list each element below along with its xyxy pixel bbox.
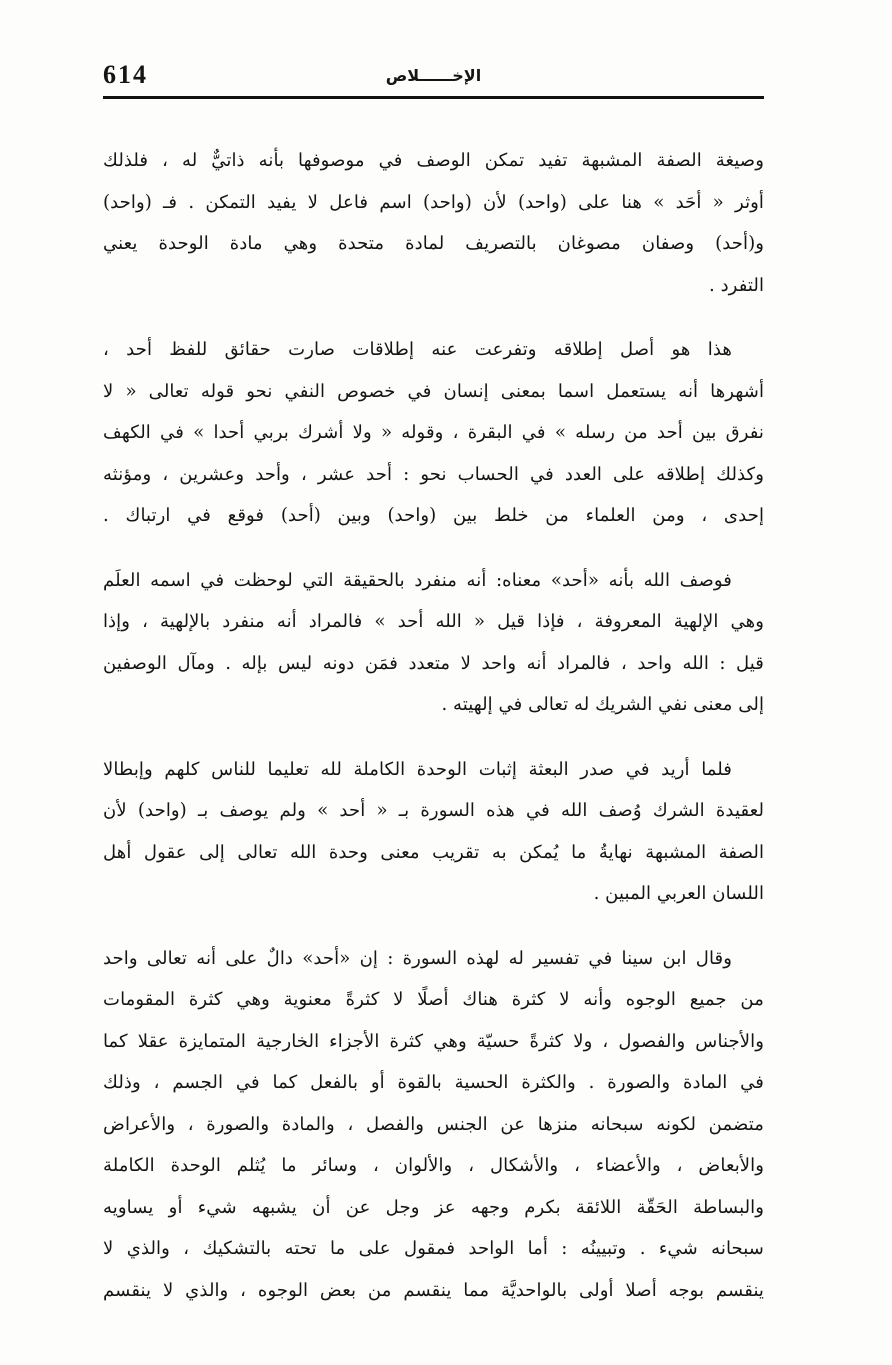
text-line: وصيغة الصفة المشبهة تفيد تمكن الوصف في موصوفها بأنه ذاتيٌّ له ، فلذلك — [103, 150, 764, 171]
text-line: وقال ابن سينا في تفسير له لهذه السورة : إن «أحد» دالٌ على أنه تعالى واحد — [103, 947, 732, 969]
text-line: الصفة المشبهة نهايةُ ما يُمكن به تقريب معنى وحدة الله تعالى إلى عقول أهل — [103, 841, 764, 863]
text-line: والأجناس والفصول ، ولا كثرةً حسيّة وهي كثرة الأجزاء الخارجية المتمايزة عقلا كما — [103, 1030, 764, 1052]
body-text — [103, 140, 764, 1311]
text-line: هذا هو أصل إطلاقه وتفرعت عنه إطلاقات صارت حقائق للفظ أحد ، — [103, 339, 732, 360]
text-line: والأبعاض ، والأعضاء ، والأشكال ، والألوان ، وسائر ما يُثلم الوحدة الكاملة — [103, 1155, 764, 1176]
text-line: أوثر « أحَد » هنا على (واحد) لأن (واحد) اسم فاعل لا يفيد التمكن . فـ (واحد) — [103, 191, 764, 213]
text-line: التفرد . — [709, 274, 764, 296]
text-line: وهي الإلهية المعروفة ، فإذا قيل « الله أحد » فالمراد أنه منفرد بالإلهية ، وإذا — [103, 611, 764, 632]
text-line: إحدى ، ومن العلماء من خلط بين (واحد) وبين (أحد) فوقع في ارتباك . — [103, 505, 764, 526]
text-line: ينقسم بوجه أصلا أولى بالواحديَّة مما ينقسم من بعض الوجوه ، والذي لا ينقسم — [103, 1279, 764, 1301]
text-line: و(أحد) وصفان مصوغان بالتصريف لمادة متحدة وهي مادة الوحدة يعني — [103, 233, 764, 254]
text-line: اللسان العربي المبين . — [593, 883, 764, 904]
running-header — [103, 58, 764, 96]
page-number: 614 — [103, 60, 148, 89]
text-line: في المادة والصورة . والكثرة الحسية بالقوة أو بالفعل كما في الجسم ، وذلك — [103, 1072, 764, 1093]
text-line: نفرق بين أحد من رسله » في البقرة ، وقوله « ولا أشرك بربي أحدا » في الكهف — [103, 422, 764, 443]
text-line: إلى معنى نفي الشريك له تعالى في إلهيته . — [441, 694, 764, 715]
text-line: قيل : الله واحد ، فالمراد أنه واحد لا متعدد فمَن دونه ليس بإله . ومآل الوصفين — [103, 652, 764, 674]
text-line: سبحانه شيء . وتبيينُه : أما الواحد فمقول على ما تحته بالتشكيك ، والذي لا — [103, 1238, 764, 1259]
text-line: والبساطة الحَقّة اللائقة بكرم وجهه عز وجل عن أن يشبهه شيء أو يساويه — [103, 1196, 764, 1218]
paragraph-1 — [103, 140, 764, 306]
text-line: من جميع الوجوه وأنه لا كثرة هناك أصلًا لا كثرةً معنوية وهي كثرة المقومات — [103, 989, 764, 1010]
text-line: فلما أريد في صدر البعثة إثبات الوحدة الكاملة لله تعليما للناس كلهم وإبطالا — [103, 758, 732, 780]
chapter-title: الإخــــــلاص — [385, 66, 482, 85]
text-line: أشهرها أنه يستعمل اسما بمعنى إنسان في خصوص النفي نحو قوله تعالى « لا — [103, 380, 764, 402]
paragraph-2 — [103, 329, 764, 537]
text-line: لعقيدة الشرك وُصف الله في هذه السورة بـ « أحد » ولم يوصف بـ (واحد) لأن — [103, 800, 764, 821]
text-line: متضمن لكونه سبحانه منزها عن الجنس والفصل ، والمادة والصورة ، والأعراض — [103, 1113, 764, 1135]
text-line: وكذلك إطلاقه على العدد في الحساب نحو : أحد عشر ، وأحد وعشرين ، ومؤنثه — [103, 463, 764, 485]
text-line: فوصف الله بأنه «أحد» معناه: أنه منفرد بالحقيقة التي لوحظت في اسمه العلَم — [103, 569, 732, 591]
paragraph-5 — [103, 938, 764, 1312]
paragraph-4 — [103, 749, 764, 915]
paragraph-3 — [103, 560, 764, 726]
header-rule — [103, 96, 764, 99]
